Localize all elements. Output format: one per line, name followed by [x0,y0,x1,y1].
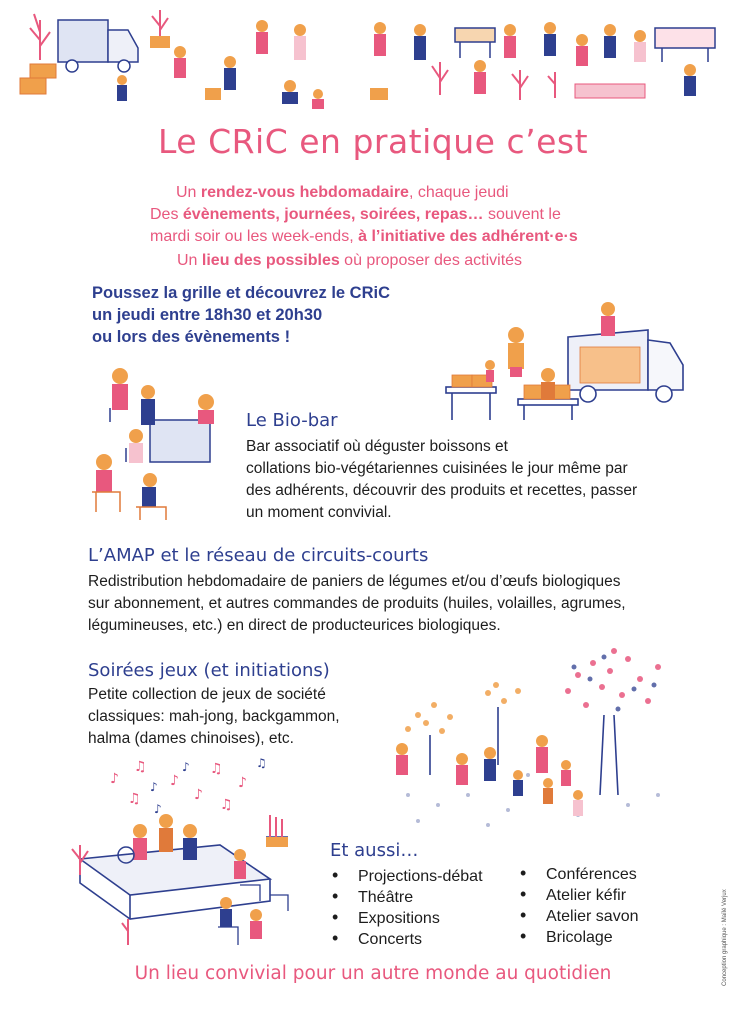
park-illustration [378,645,678,835]
list-item: • Concerts [328,929,483,950]
visit-callout [92,282,390,348]
intro-line-3: mardi soir ou les week-ends, à l’initiative des adhérent·e·s [150,228,578,245]
svg-text:♫: ♫ [220,797,233,813]
list-item: • Atelier savon [516,906,639,927]
svg-text:♫: ♫ [134,759,147,775]
top-illustration [0,0,746,112]
biobar-description [246,436,637,524]
design-credit: Conception graphique : Maïlé Verjux [722,889,728,986]
amap-truck-illustration [438,295,688,425]
biobar-line-4: un moment convivial. [246,504,392,521]
concert-illustration [70,755,310,955]
svg-text:♪: ♪ [154,802,162,816]
svg-text:♫: ♫ [256,756,267,770]
list-item: • Théâtre [328,887,483,908]
list-item: • Projections-débat [328,866,483,887]
list-item: • Expositions [328,908,483,929]
biobar-line-1: Bar associatif où déguster boissons et [246,438,508,455]
svg-text:♪: ♪ [170,773,179,789]
biobar-illustration [90,362,240,522]
amap-description [88,571,626,637]
aussi-list-right [516,864,639,948]
biobar-line-3: des adhérents, découvrir des produits et recettes, passer [246,482,638,499]
biobar-heading: Le Bio-bar [246,410,338,431]
amap-line-1: Redistribution hebdomadaire de paniers de légumes et/ou d’œufs biologiques [88,573,621,590]
callout-line-1: Poussez la grille et découvrez le CRiC [92,284,391,302]
jeux-line-1: Petite collection de jeux de société [88,686,326,703]
svg-text:♪: ♪ [150,780,158,794]
jeux-description [88,684,340,750]
svg-text:♪: ♪ [110,771,119,787]
svg-text:♪: ♪ [182,760,190,774]
intro-line-1: Un rendez-vous hebdomadaire, chaque jeudi [176,184,509,201]
callout-line-2: un jeudi entre 18h30 et 20h30 [92,306,323,324]
list-item: • Conférences [516,864,639,885]
footer-tagline: Un lieu convivial pour un autre monde au quotidien [134,963,612,984]
intro-line-2: Des évènements, journées, soirées, repas… souvent le [150,206,561,223]
callout-line-3: ou lors des évènements ! [92,328,291,346]
svg-text:♫: ♫ [128,791,141,807]
amap-line-2: sur abonnement, et autres commandes de produits (huiles, volailles, agrumes, [88,595,626,612]
svg-text:♪: ♪ [238,775,247,791]
aussi-heading: Et aussi… [330,840,419,861]
list-item: • Bricolage [516,927,639,948]
list-item: • Atelier kéfir [516,885,639,906]
aussi-list-left [328,866,483,950]
jeux-line-3: halma (dames chinoises), etc. [88,730,294,747]
jeux-line-2: classiques: mah-jong, backgammon, [88,708,340,725]
svg-text:♫: ♫ [210,761,223,777]
page-title: Le CRiC en pratique c’est [157,122,589,161]
amap-heading: L’AMAP et le réseau de circuits-courts [88,545,429,566]
biobar-line-2: collations bio-végétariennes cuisinées le jour même par [246,460,628,477]
jeux-heading: Soirées jeux (et initiations) [88,660,330,681]
amap-line-3: légumineuses, etc.) en direct de producteurices biologiques. [88,617,501,634]
svg-text:♪: ♪ [194,787,203,803]
intro-line-4: Un lieu des possibles où proposer des activités [177,252,523,269]
